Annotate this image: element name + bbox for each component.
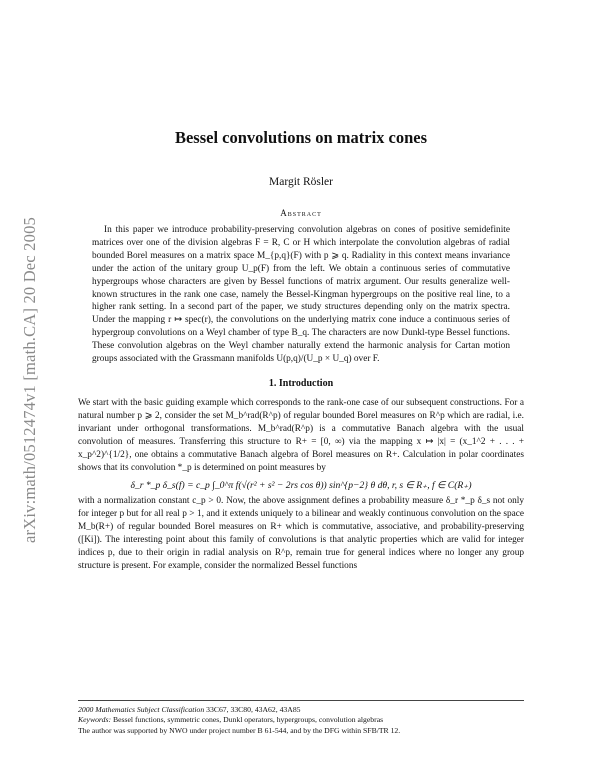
paper-page xyxy=(78,128,524,573)
keywords-label: Keywords: xyxy=(78,715,112,725)
msc-label: 2000 Mathematics Subject Classification xyxy=(78,705,205,714)
footnotes xyxy=(78,700,524,736)
paper-title: Bessel convolutions on matrix cones xyxy=(174,128,428,147)
author-name: Margit Rösler xyxy=(269,176,333,188)
intro-paragraph-2: with a normalization constant c_p > 0. Now, the above assignment defines a probability measure δ_r *_p δ_s not only for integer p but for all real p > 1, and it extends uniquely to a bilinear and weakly continuous convolution on the space M_b(R+) of regular bounded Borel measures on R+ which is commutative, associative, and probability-preserving ([Ki]). The interesting point about this family of convolutions is that analytic properties which are valid for integer indices p, due to their origin in radial analysis on R^p, remain true for general indices where no longer any group structure is present. For example, consider the normalized Bessel functions xyxy=(78,496,524,571)
introduction-body xyxy=(78,397,524,573)
msc-codes: 33C67, 33C80, 43A62, 43A85 xyxy=(206,705,301,714)
section-heading: 1. Introduction xyxy=(268,377,334,389)
abstract-text: In this paper we introduce probability-preserving convolution algebras on cones of positive semidefinite matrices over one of the division algebras F = R, C or H which interpolate the convolution algebras of radial bounded Borel measures on a matrix space M_{p,q}(F) with p ⩾ q. Radiality in this context means invariance under the action of the unitary group U_p(F) from the left. We obtain a continuous series of commutative hypergroups whose characters are given by Bessel functions of matrix argument. Our results generalize well-known structures in the rank one case, namely the Bessel-Kingman hypergroups on the positive real line, to a higher rank setting. In a second part of the paper, we study structures depending only on the matrix spectra. Under the mapping r ↦ spec(r), the convolutions on the underlying matrix cone induce a continuous series of hypergroup convolutions on a Weyl chamber of type B_q. The characters are now Dunkl-type Bessel functions. These convolution algebras on the Weyl chamber naturally extend the harmonic analysis for Cartan motion groups associated with the Grassmann manifolds U(p,q)/(U_p × U_q) over F. xyxy=(92,225,510,365)
convolution-equation: δ_r *_p δ_s(f) = c_p ∫_0^π f(√(r² + s² − 2rs cos θ)) sin^{p−2} θ dθ, r, s ∈ R₊, f ∈ C(R₊) xyxy=(130,480,472,492)
keywords-list: Bessel functions, symmetric cones, Dunkl operators, hypergroups, convolution algebras xyxy=(112,715,384,725)
arxiv-identifier: arXiv:math/0512474v1 [math.CA] 20 Dec 2005 xyxy=(20,217,39,543)
support-footnote: The author was supported by NWO under project number B 61-544, and by the DFG within SFB/TR 12. xyxy=(78,725,401,735)
arxiv-side-label xyxy=(18,160,42,600)
keywords-footnote xyxy=(78,715,524,725)
msc-footnote xyxy=(78,705,524,715)
intro-paragraph-1: We start with the basic guiding example which corresponds to the rank-one case of our subsequent constructions. For a natural number p ⩾ 2, consider the set M_b^rad(R^p) of regular bounded Borel measures on R^p which are radial, i.e. invariant under orthogonal transformations. M_b^rad(R^p) is a commutative Banach algebra with the usual convolution of measures. Transferring this structure to R+ = [0, ∞) via the mapping x ↦ |x| = (x_1^2 + . . . + x_p^2)^{1/2}, one obtains a commutative Banach algebra of Borel measures on R+. Calculation in polar coordinates shows that its convolution *_p is determined on point measures by xyxy=(78,397,524,473)
abstract-heading: Abstract xyxy=(280,208,322,218)
